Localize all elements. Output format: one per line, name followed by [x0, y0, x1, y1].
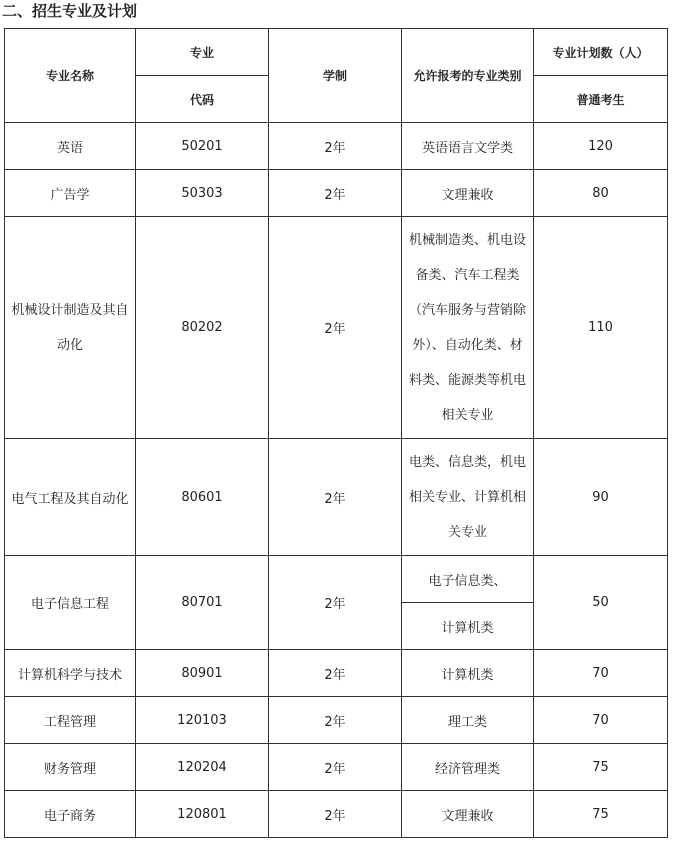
cell-major-name: 电子商务 — [5, 791, 136, 838]
cell-major-name: 工程管理 — [5, 697, 136, 744]
cell-code: 80901 — [136, 650, 269, 697]
table-row — [5, 744, 668, 791]
cell-code: 80202 — [136, 217, 269, 439]
section-heading: 二、招生专业及计划 — [2, 2, 138, 20]
cell-categories: 机械制造类、机电设备类、汽车工程类（汽车服务与营销除外）、自动化类、材料类、能源类等机电相关专业 — [402, 217, 534, 439]
enrollment-plan-table — [4, 28, 668, 838]
table-row — [5, 791, 668, 838]
cell-duration: 2年 — [269, 217, 402, 439]
header-duration: 学制 — [269, 29, 402, 123]
table-header-row — [5, 29, 668, 76]
header-major: 专业 — [136, 29, 269, 76]
cell-major-name: 机械设计制造及其自动化 — [5, 217, 136, 439]
header-plan-count: 专业计划数（人） — [534, 29, 668, 76]
cell-code: 120103 — [136, 697, 269, 744]
cell-major-name: 计算机科学与技术 — [5, 650, 136, 697]
cell-categories: 文理兼收 — [402, 170, 534, 217]
header-major-name: 专业名称 — [5, 29, 136, 123]
cell-count: 70 — [534, 650, 668, 697]
cell-code: 80701 — [136, 556, 269, 650]
cell-count: 75 — [534, 744, 668, 791]
cell-categories-part: 电子信息类、 — [402, 556, 534, 603]
cell-count: 90 — [534, 439, 668, 556]
cell-duration: 2年 — [269, 439, 402, 556]
table-row — [5, 556, 668, 603]
cell-count: 110 — [534, 217, 668, 439]
header-allowed-categories: 允许报考的专业类别 — [402, 29, 534, 123]
table-row — [5, 650, 668, 697]
cell-count: 120 — [534, 123, 668, 170]
cell-categories: 计算机类 — [402, 650, 534, 697]
cell-code: 50201 — [136, 123, 269, 170]
cell-categories: 文理兼收 — [402, 791, 534, 838]
cell-duration: 2年 — [269, 650, 402, 697]
table-row — [5, 123, 668, 170]
cell-categories: 经济管理类 — [402, 744, 534, 791]
cell-count: 75 — [534, 791, 668, 838]
cell-code: 80601 — [136, 439, 269, 556]
cell-duration: 2年 — [269, 123, 402, 170]
cell-duration: 2年 — [269, 744, 402, 791]
cell-code: 50303 — [136, 170, 269, 217]
cell-count: 50 — [534, 556, 668, 650]
cell-categories: 理工类 — [402, 697, 534, 744]
table-row — [5, 439, 668, 556]
cell-duration: 2年 — [269, 697, 402, 744]
table-row — [5, 697, 668, 744]
header-regular: 普通考生 — [534, 76, 668, 123]
cell-categories: 英语语言文学类 — [402, 123, 534, 170]
cell-categories-part: 计算机类 — [402, 603, 534, 650]
cell-major-name: 电子信息工程 — [5, 556, 136, 650]
table-row — [5, 170, 668, 217]
cell-code: 120204 — [136, 744, 269, 791]
cell-duration: 2年 — [269, 791, 402, 838]
cell-major-name: 财务管理 — [5, 744, 136, 791]
cell-duration: 2年 — [269, 556, 402, 650]
cell-major-name: 电气工程及其自动化 — [5, 439, 136, 556]
cell-major-name: 英语 — [5, 123, 136, 170]
cell-code: 120801 — [136, 791, 269, 838]
cell-major-name: 广告学 — [5, 170, 136, 217]
header-code: 代码 — [136, 76, 269, 123]
cell-count: 70 — [534, 697, 668, 744]
cell-count: 80 — [534, 170, 668, 217]
cell-categories: 电类、信息类，机电相关专业、计算机相关专业 — [402, 439, 534, 556]
table-row — [5, 217, 668, 439]
cell-duration: 2年 — [269, 170, 402, 217]
